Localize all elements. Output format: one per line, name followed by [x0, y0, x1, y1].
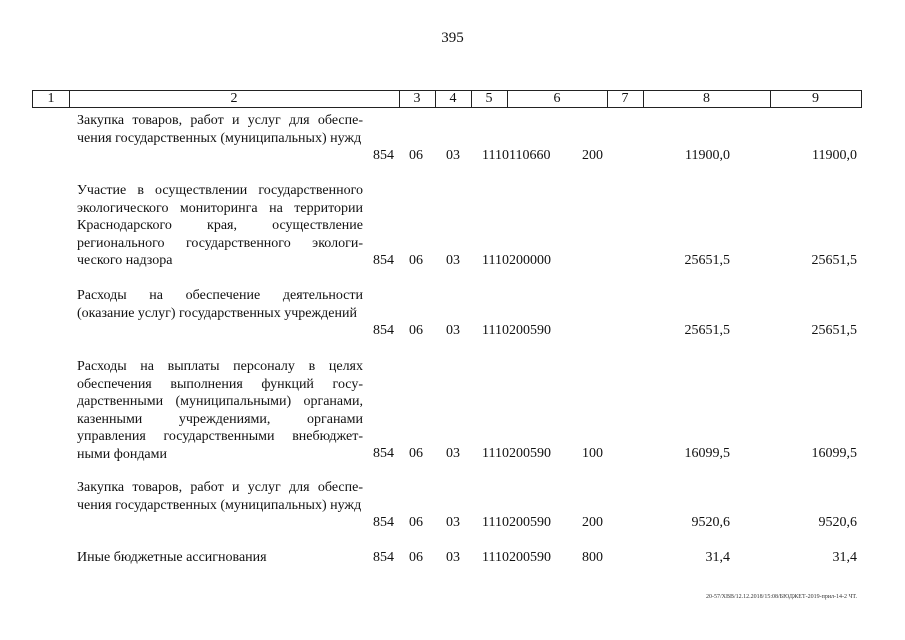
row-code-7: 200 — [582, 515, 603, 530]
row-code-3: 854 — [373, 515, 394, 530]
row-code-4: 06 — [409, 253, 423, 268]
row-amount-8: 9520,6 — [691, 515, 730, 530]
row-amount-9: 25651,5 — [811, 253, 857, 268]
row-code-4: 06 — [409, 148, 423, 163]
column-number-header — [32, 90, 862, 108]
row-code-3: 854 — [373, 323, 394, 338]
row-code-7: 200 — [582, 148, 603, 163]
row-code-5: 03 — [446, 323, 460, 338]
column-number-5: 5 — [471, 91, 508, 107]
row-amount-8: 25651,5 — [684, 253, 730, 268]
row-description: Расходы на выплаты персоналу в целях обеспечения выполнения функций государственными (муниципальными) органами, казенными учреждениями, органами управления государственными внебюджетными фондами — [77, 359, 363, 462]
row-amount-8: 25651,5 — [684, 323, 730, 338]
row-code-6: 1110200590 — [482, 515, 551, 530]
row-code-6: 1110110660 — [482, 148, 551, 163]
row-code-5: 03 — [446, 148, 460, 163]
row-description: Участие в осуществлении государственного экологического мониторинга на территории Краснодарского края, осуществление регионального государственного экологического надзора — [77, 183, 363, 268]
row-amount-9: 25651,5 — [811, 323, 857, 338]
column-number-2: 2 — [69, 91, 400, 107]
row-code-4: 06 — [409, 323, 423, 338]
row-description: Иные бюджетные ассигнования — [77, 550, 267, 565]
row-code-5: 03 — [446, 446, 460, 461]
row-code-3: 854 — [373, 550, 394, 565]
column-number-4: 4 — [435, 91, 472, 107]
row-amount-8: 11900,0 — [685, 148, 730, 163]
row-code-6: 1110200000 — [482, 253, 551, 268]
column-number-6: 6 — [507, 91, 608, 107]
row-code-6: 1110200590 — [482, 446, 551, 461]
document-reference: 20-57/ХВВ/12.12.2018/15:08/БЮДЖЕТ-2019-прил-14-2 ЧТ. — [705, 594, 857, 600]
row-description: Расходы на обеспечение деятельности (оказание услуг) государственных учреждений — [77, 288, 363, 321]
column-number-7: 7 — [607, 91, 644, 107]
page-number: 395 — [441, 30, 464, 46]
column-number-1: 1 — [33, 91, 70, 107]
row-amount-9: 11900,0 — [812, 148, 857, 163]
row-code-4: 06 — [409, 446, 423, 461]
column-number-8: 8 — [643, 91, 771, 107]
row-code-5: 03 — [446, 550, 460, 565]
row-code-7: 800 — [582, 550, 603, 565]
row-amount-9: 16099,5 — [811, 446, 857, 461]
column-number-9: 9 — [812, 91, 819, 106]
row-description: Закупка товаров, работ и услуг для обеспечения государственных (муниципальных) нужд — [77, 480, 363, 513]
row-code-5: 03 — [446, 515, 460, 530]
row-code-6: 1110200590 — [482, 550, 551, 565]
row-code-6: 1110200590 — [482, 323, 551, 338]
row-code-3: 854 — [373, 446, 394, 461]
row-amount-8: 31,4 — [705, 550, 730, 565]
row-amount-9: 31,4 — [832, 550, 857, 565]
row-code-3: 854 — [373, 253, 394, 268]
row-amount-8: 16099,5 — [684, 446, 730, 461]
row-code-7: 100 — [582, 446, 603, 461]
column-number-3: 3 — [399, 91, 436, 107]
row-description: Закупка товаров, работ и услуг для обеспечения государственных (муниципальных) нужд — [77, 113, 363, 146]
row-code-4: 06 — [409, 550, 423, 565]
row-code-3: 854 — [373, 148, 394, 163]
row-code-4: 06 — [409, 515, 423, 530]
row-code-5: 03 — [446, 253, 460, 268]
row-amount-9: 9520,6 — [818, 515, 857, 530]
